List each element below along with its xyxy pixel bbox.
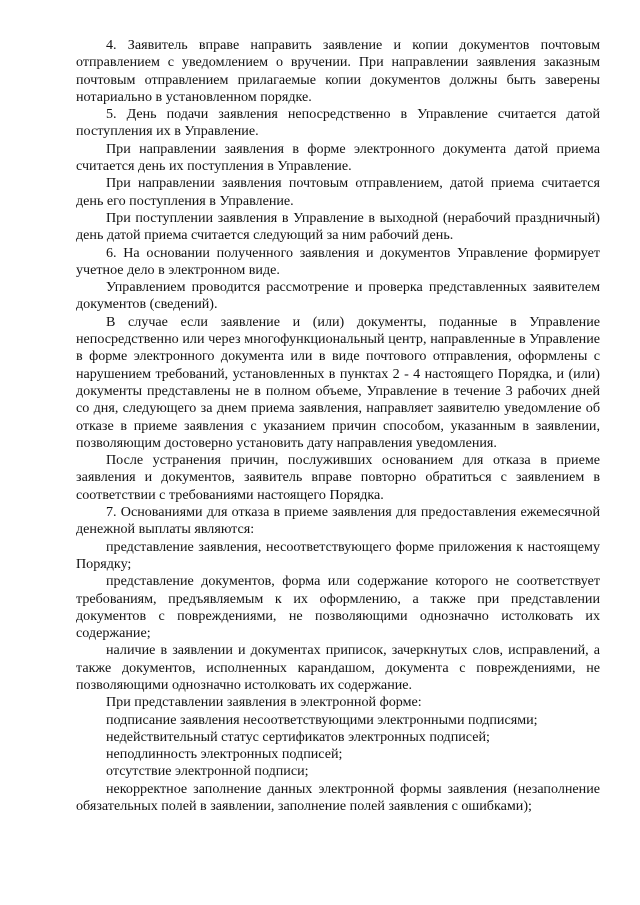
paragraph-electronic-date: При направлении заявления в форме электронного документа датой приема считается день их поступления в Управление. (76, 140, 600, 175)
paragraph-item-4-mail: 4. Заявитель вправе направить заявление и копии документов почтовым отправлением с уведомлением о вручении. При направлении заявления заказным почтовым отправлением прилагаемые копии документов должны быть заверены нотариально в установленном порядке. (76, 37, 600, 105)
paragraph-resubmission: После устранения причин, послуживших основанием для отказа в приеме заявления и документов, заявитель вправе повторно обратиться с заявлением в соответствии с требованиями настоящего Порядка. (76, 452, 600, 503)
paragraph-ground-certificate-status: недействительный статус сертификатов электронных подписей; (106, 728, 490, 745)
paragraph-ground-incorrect-form: некорректное заполнение данных электронной формы заявления (незаполнение обязательных полей в заявлении, заполнение полей заявления с ошибками); (76, 780, 600, 815)
paragraph-violation-notice: В случае если заявление и (или) документы, поданные в Управление непосредственно или через многофункциональный центр, направленные в Управление в форме электронного документа или в виде почтового отправления, оформлены с нарушением требований, установленных в пунктах 2 - 4 настоящего Порядка, и (или) документы представлены не в полном объеме, Управление в течение 3 рабочих дней со дня, следующего за днем приема заявления, направляет заявителю уведомление об отказе в приеме заявления с указанием причин способом, указанным в заявлении, позволяющим достоверно установить дату направления уведомления. (76, 313, 600, 451)
paragraph-electronic-intro: При представлении заявления в электронной форме: (106, 694, 422, 711)
paragraph-ground-form-mismatch: представление заявления, несоответствующего форме приложения к настоящему Порядку; (76, 538, 600, 572)
paragraph-ground-signature-forgery: неподлинность электронных подписей; (106, 746, 343, 763)
paragraph-review: Управлением проводится рассмотрение и проверка представленных заявителем документов (сведений). (76, 279, 600, 313)
paragraph-holiday-date: При поступлении заявления в Управление в выходной (нерабочий праздничный) день датой приема считается следующий за ним рабочий день. (76, 209, 600, 244)
paragraph-ground-corrections: наличие в заявлении и документах приписок, зачеркнутых слов, исправлений, а также документов, исполненных карандашом, документа с повреждениями, не позволяющими однозначно истолковать их содержание. (76, 642, 600, 693)
document-page (76, 37, 600, 815)
paragraph-ground-no-signature: отсутствие электронной подписи; (106, 763, 309, 780)
paragraph-postal-date: При направлении заявления почтовым отправлением, датой приема считается день его поступления в Управление. (76, 175, 600, 209)
paragraph-item-6-file: 6. На основании полученного заявления и документов Управление формирует учетное дело в электронном виде. (76, 244, 600, 278)
paragraph-item-7-grounds: 7. Основаниями для отказа в приеме заявления для предоставления ежемесячной денежной выплаты являются: (76, 504, 600, 538)
paragraph-item-5-filing-day: 5. День подачи заявления непосредственно в Управление считается датой поступления их в Управление. (76, 106, 600, 140)
paragraph-ground-signature-mismatch: подписание заявления несоответствующими электронными подписями; (106, 711, 538, 728)
paragraph-ground-documents: представление документов, форма или содержание которого не соответствует требованиям, предъявляемым к их оформлению, а также при представлении документов с повреждениями, не позволяющими однозначно истолковать их содержание; (76, 573, 600, 642)
